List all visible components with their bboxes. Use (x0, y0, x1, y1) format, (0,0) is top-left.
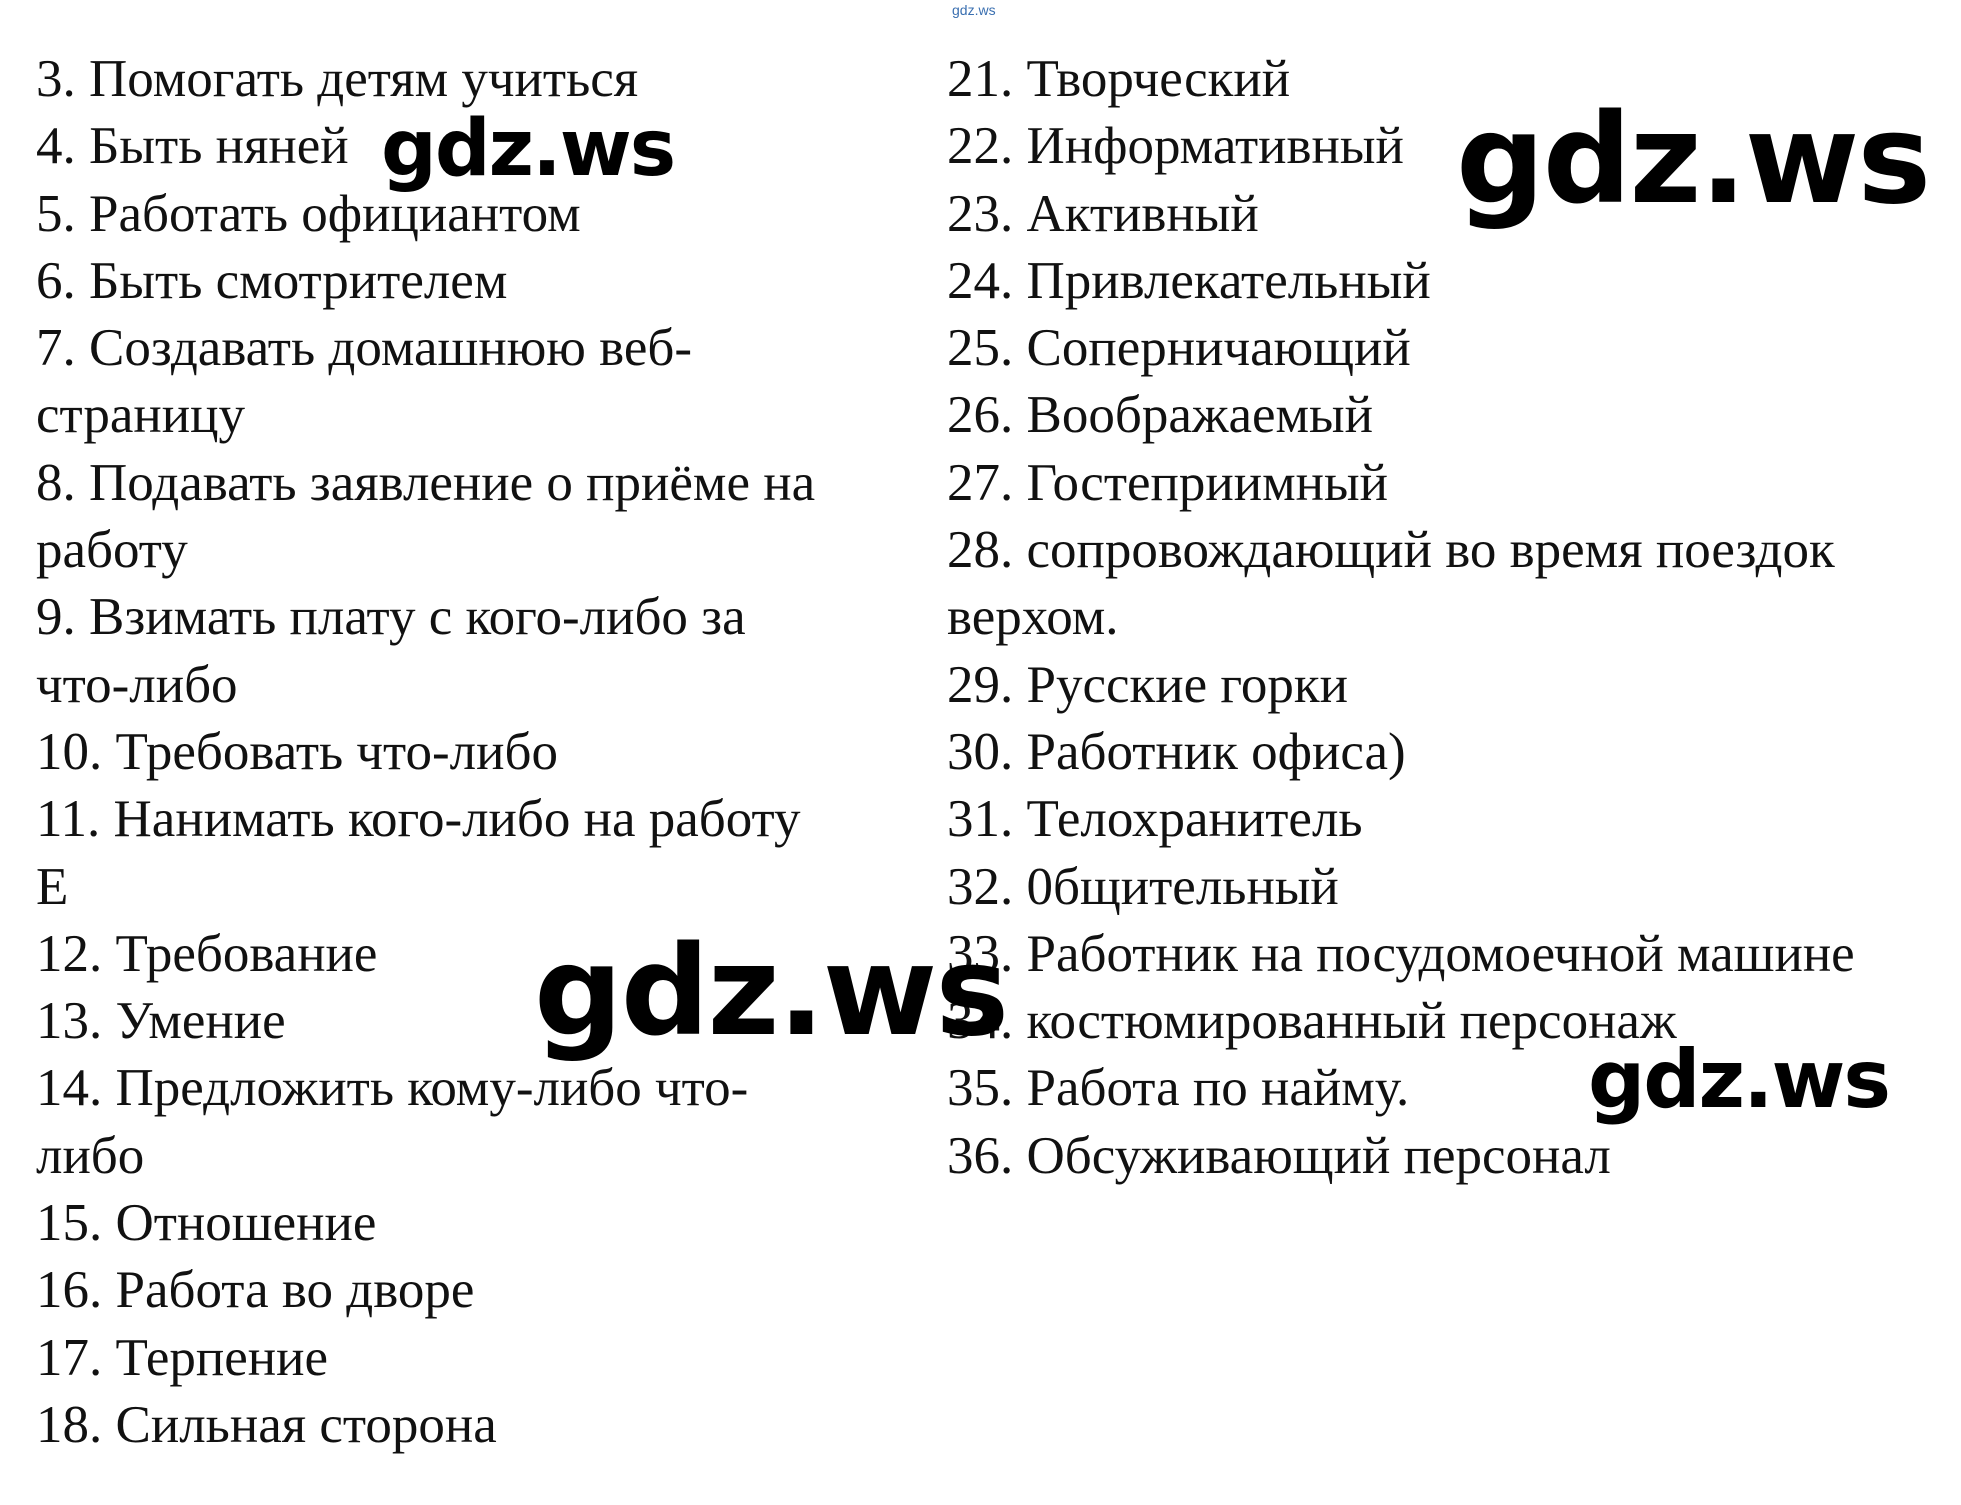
list-item: 21. Творческий (947, 50, 1291, 108)
list-item: 15. Отношение (36, 1194, 377, 1253)
list-item: 22. Информативный (947, 117, 1404, 176)
list-item: страницу (36, 386, 245, 445)
list-item: 23. Активный (947, 184, 1259, 243)
left-vocabulary-list (36, 46, 916, 1459)
list-item: 11. Нанимать кого-либо на работу (36, 790, 801, 849)
list-item: 35. Работа по найму. (947, 1059, 1410, 1118)
list-item: 33. Работник на посудомоечной машине (947, 924, 1855, 983)
list-item: что-либо (36, 655, 238, 714)
watermark-logo: gdz.ws (381, 104, 675, 194)
list-item: 27. Гостеприимный (947, 453, 1388, 512)
list-item: 25. Соперничающий (947, 319, 1411, 378)
list-item: 34. костюмированный персонаж (947, 992, 1677, 1051)
list-item: 3. Помогать детям учиться (36, 50, 639, 108)
list-item: работу (36, 521, 188, 580)
watermark-logo: gdz.ws (1456, 88, 1930, 232)
list-item: 10. Требовать что-либо (36, 722, 558, 781)
list-item: 32. 0бщительный (947, 857, 1339, 916)
list-item: 17. Терпение (36, 1328, 329, 1387)
list-item: 18. Сильная сторона (36, 1395, 497, 1454)
list-item: 7. Создавать домашнюю веб- (36, 319, 693, 378)
watermark-logo: gdz.ws (1588, 1033, 1890, 1126)
list-item: 31. Телохранитель (947, 790, 1363, 849)
source-watermark: gdz.ws (952, 2, 996, 18)
list-item: 5. Работать официантом (36, 184, 581, 243)
list-item: либо (36, 1126, 145, 1185)
list-item: 9. Взимать плату с кого-либо за (36, 588, 746, 647)
list-item: 28. сопровождающий во время поездок (947, 521, 1835, 580)
list-item: 6. Быть смотрителем (36, 251, 508, 310)
list-item: 24. Привлекательный (947, 251, 1431, 310)
list-item: 29. Русские горки (947, 655, 1348, 714)
watermark-logo: gdz.ws (534, 920, 1008, 1064)
list-item: верхом. (947, 588, 1119, 647)
list-item: 8. Подавать заявление о приёме на (36, 453, 816, 512)
list-item: 13. Умение (36, 992, 286, 1051)
list-item: 30. Работник офиса) (947, 722, 1406, 781)
list-item: 4. Быть няней (36, 117, 349, 176)
list-item: 16. Работа во дворе (36, 1261, 475, 1320)
list-item: 12. Требование (36, 924, 378, 983)
list-item: 14. Предложить кому-либо что- (36, 1059, 749, 1118)
list-item: 26. Воображаемый (947, 386, 1374, 445)
list-item: 36. Обсуживающий персонал (947, 1126, 1611, 1185)
list-item: E (36, 857, 69, 916)
